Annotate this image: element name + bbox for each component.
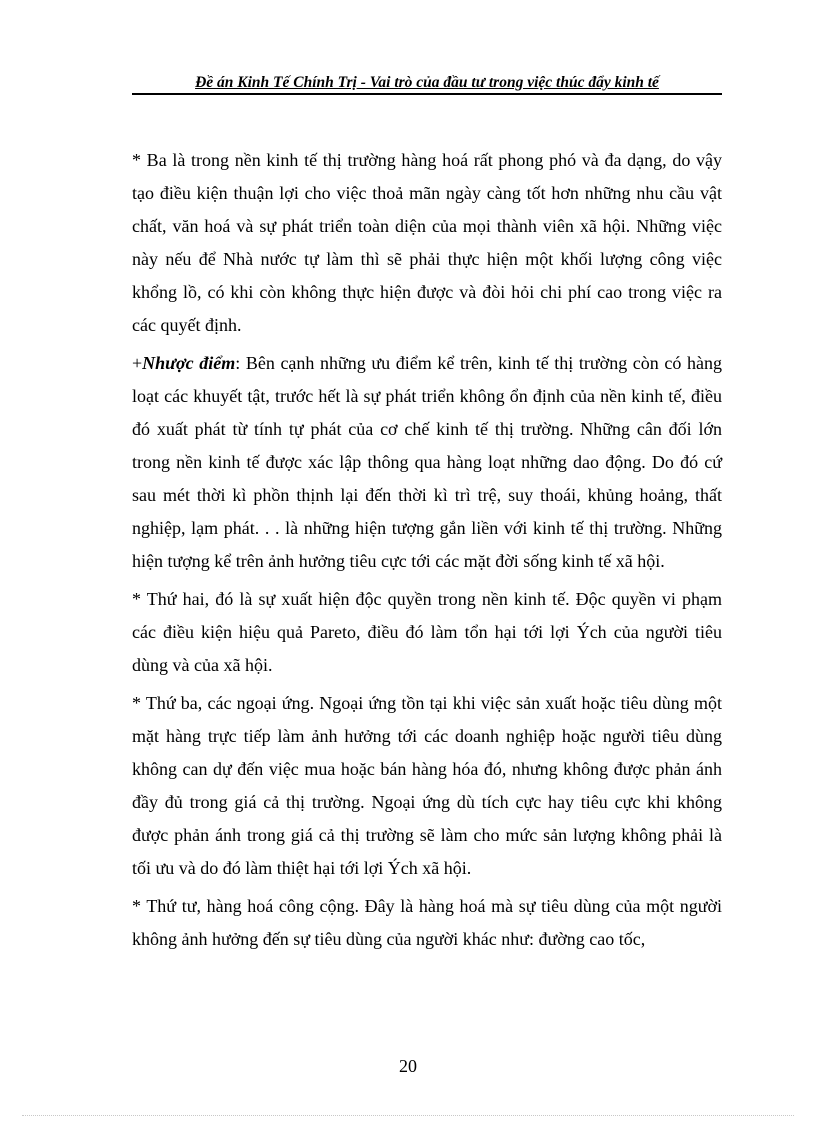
paragraph-text: : Bên cạnh những ưu điểm kể trên, kinh tế thị trường còn có hàng loạt các khuyết tật, trước hết là sự phát triển không ổn định của nền kinh tế, điều đó xuất phát từ tính tự phát của cơ chế kinh tế thị trường. Những cân đối lớn trong nền kinh tế được xác lập thông qua hàng loạt những dao động. Do đó cứ sau mét thời kì phồn thịnh lại đến thời kì trì trệ, suy thoái, khủng hoảng, thất nghiệp, lạm phát. . . là những hiện tượng gắn liền với kinh tế thị trường. Những hiện tượng kể trên ảnh hưởng tiêu cực tới các mặt đời sống kinh tế xã hội. [132,353,723,571]
page-number: 20 [399,1056,417,1076]
paragraph-text: * Thứ ba, các ngoại ứng. Ngoại ứng tồn tại khi việc sản xuất hoặc tiêu dùng một mặt hàng trực tiếp làm ảnh hưởng tới các doanh nghiệp hoặc người tiêu dùng không can dự đến việc mua hoặc bán hàng hóa đó, nhưng không được phản ánh đầy đủ trong giá cả thị trường. Ngoại ứng dù tích cực hay tiêu cực khi không được phản ánh trong giá cả thị trường sẽ làm cho mức sản lượng không phải là tối ưu và do đó làm thiệt hại tới lợi Ých xã hội. [132,693,722,878]
paragraph-prefix: + [132,353,143,373]
paragraph-thu-hai [132,583,722,682]
page-header-title: Đề án Kinh Tế Chính Trị - Vai trò của đầu tư trong việc thúc đẩy kinh tế [195,74,659,91]
page-bottom-border [22,1115,794,1116]
paragraph-thu-tu [132,890,722,956]
paragraph-nhuoc-diem [132,347,722,578]
paragraph-ba-la [132,144,722,342]
emphasis-term: Nhược điểm [142,353,236,373]
header-divider [132,93,722,95]
paragraph-text: * Thứ hai, đó là sự xuất hiện độc quyền trong nền kinh tế. Độc quyền vi phạm các điều kiện hiệu quả Pareto, điều đó làm tổn hại tới lợi Ých của người tiêu dùng và của xã hội. [132,589,722,675]
document-body [132,144,722,956]
paragraph-text: * Ba là trong nền kinh tế thị trường hàng hoá rất phong phó và đa dạng, do vậy tạo điều kiện thuận lợi cho việc thoả mãn ngày càng tốt hơn những nhu cầu vật chất, văn hoá và sự phát triển toàn diện của mọi thành viên xã hội. Những việc này nếu để Nhà nước tự làm thì sẽ phải thực hiện một khối lượng công việc khổng lồ, có khi còn không thực hiện được và đòi hỏi chi phí cao trong việc ra các quyết định. [132,150,722,335]
paragraph-thu-ba [132,687,722,885]
paragraph-text: * Thứ tư, hàng hoá công cộng. Đây là hàng hoá mà sự tiêu dùng của một người không ảnh hưởng đến sự tiêu dùng của người khác như: đường cao tốc, [132,896,722,949]
